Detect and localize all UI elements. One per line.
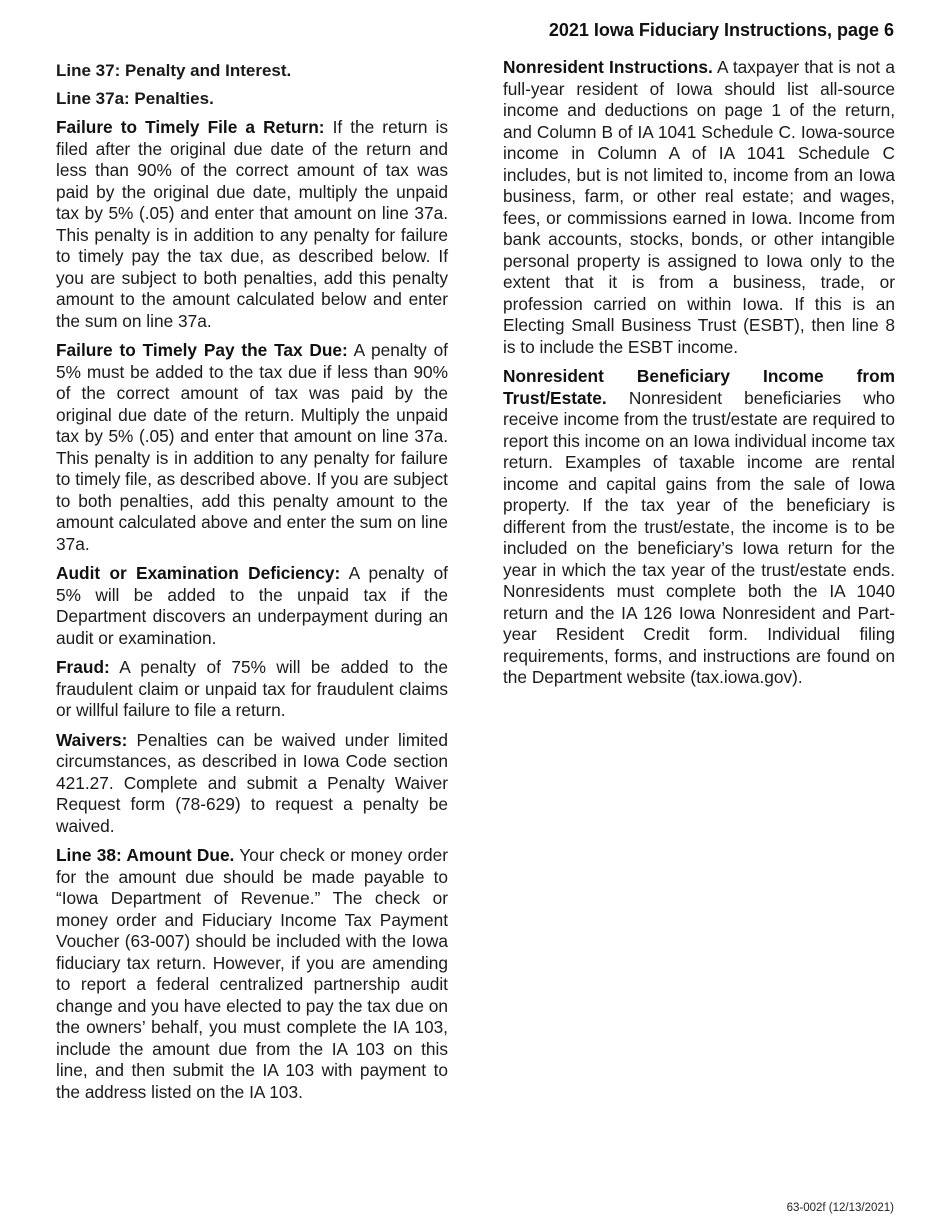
fraud-paragraph — [56, 657, 448, 722]
line-37-heading: Line 37: Penalty and Interest. — [56, 61, 292, 80]
paragraph-text: If the return is filed after the original due date of the return and less than 90% of the correct amount of tax was paid by the original due date, multiply the unpaid tax by 5% (.05) and enter that amount on line 37a. This penalty is in addition to any penalty for failure to timely pay the tax due, as described below. If you are subject to both penalties, add this penalty amount to the amount calculated below and enter the sum on line 37a. — [56, 117, 448, 331]
audit-deficiency-paragraph — [56, 563, 448, 649]
paragraph-lead: Line 38: Amount Due. — [56, 845, 235, 865]
page-header-title: 2021 Iowa Fiduciary Instructions, page 6 — [548, 20, 894, 40]
paragraph-lead: Failure to Timely File a Return: — [56, 117, 325, 137]
paragraph-lead: Waivers: — [56, 729, 128, 750]
right-column — [503, 57, 895, 697]
form-code-footer: 63-002f (12/13/2021) — [786, 1202, 894, 1214]
failure-to-pay-paragraph — [56, 340, 448, 555]
nonresident-instructions-paragraph — [503, 57, 895, 358]
paragraph-text: Nonresident beneficiaries who receive income from the trust/estate are required to report this income on an Iowa individual income tax return. Examples of taxable income are rental income and capital gains from the sale of Iowa property. If the tax year of the beneficiary is different from the trust/estate, the income is to be included on the beneficiary’s Iowa return for the year in which the tax year of the trust/estate ends. Nonresidents must complete both the IA 1040 return and the IA 126 Iowa Nonresident and Part-year Resident Credit form. Individual filing requirements, forms, and instructions are found on the Department website (tax.iowa.gov). — [503, 387, 895, 687]
paragraph-text: Your check or money order for the amount due should be made payable to “Iowa Department of Revenue.” The check or money order and Fiduciary Income Tax Payment Voucher (63-007) should be included with the Iowa fiduciary tax return. However, if you are amending to report a federal centralized partnership audit change and you have elected to pay the tax due on the owners’ behalf, you must complete the IA 103, include the amount due from the IA 103 on this line, and then submit the IA 103 with payment to the address listed on the IA 103. — [56, 845, 449, 1102]
nonresident-beneficiary-paragraph — [503, 366, 895, 689]
paragraph-lead: Nonresident Instructions. — [503, 57, 713, 77]
waivers-paragraph — [56, 730, 448, 838]
paragraph-lead: Failure to Timely Pay the Tax Due: — [56, 340, 348, 360]
paragraph-text: Penalties can be waived under limited circumstances, as described in Iowa Code section 421.27. Complete and submit a Penalty Waiver Request form (78-629) to request a penalty be waived. — [56, 729, 448, 836]
left-column — [56, 57, 448, 1111]
failure-to-file-paragraph — [56, 117, 448, 332]
paragraph-text: A taxpayer that is not a full-year resident of Iowa should list all-source income and deductions on page 1 of the return, and Column B of IA 1041 Schedule C. Iowa-source income in Column A of IA 1041 Schedule C includes, but is not limited to, income from an Iowa business, farm, or other real estate; and wages, fees, or commissions earned in Iowa. Income from bank accounts, stocks, bonds, or other intangible personal property is assigned to Iowa only to the extent that it is from a business, trade, or profession carried on within Iowa. If this is an Electing Small Business Trust (ESBT), then line 8 is to include the ESBT income. — [503, 57, 895, 357]
line-38-paragraph — [56, 845, 448, 1103]
paragraph-lead: Nonresident Beneficiary Income from Trust/Estate. — [503, 366, 895, 408]
paragraph-lead: Audit or Examination Deficiency: — [56, 563, 341, 583]
paragraph-text: A penalty of 75% will be added to the fraudulent claim or unpaid tax for fraudulent claims or willful failure to file a return. — [56, 657, 448, 720]
paragraph-text: A penalty of 5% will be added to the unpaid tax if the Department discovers an underpayment during an audit or examination. — [56, 563, 448, 648]
paragraph-lead: Fraud: — [56, 657, 110, 677]
line-37a-heading: Line 37a: Penalties. — [56, 89, 214, 108]
paragraph-text: A penalty of 5% must be added to the tax due if less than 90% of the correct amount of tax was paid by the original due date of the return. Multiply the unpaid tax by 5% (.05) and enter that amount on line 37a. This penalty is in addition to any penalty for failure to timely file, as described above. If you are subject to both penalties, add this penalty amount to the amount calculated above and enter the sum on line 37a. — [56, 340, 448, 554]
